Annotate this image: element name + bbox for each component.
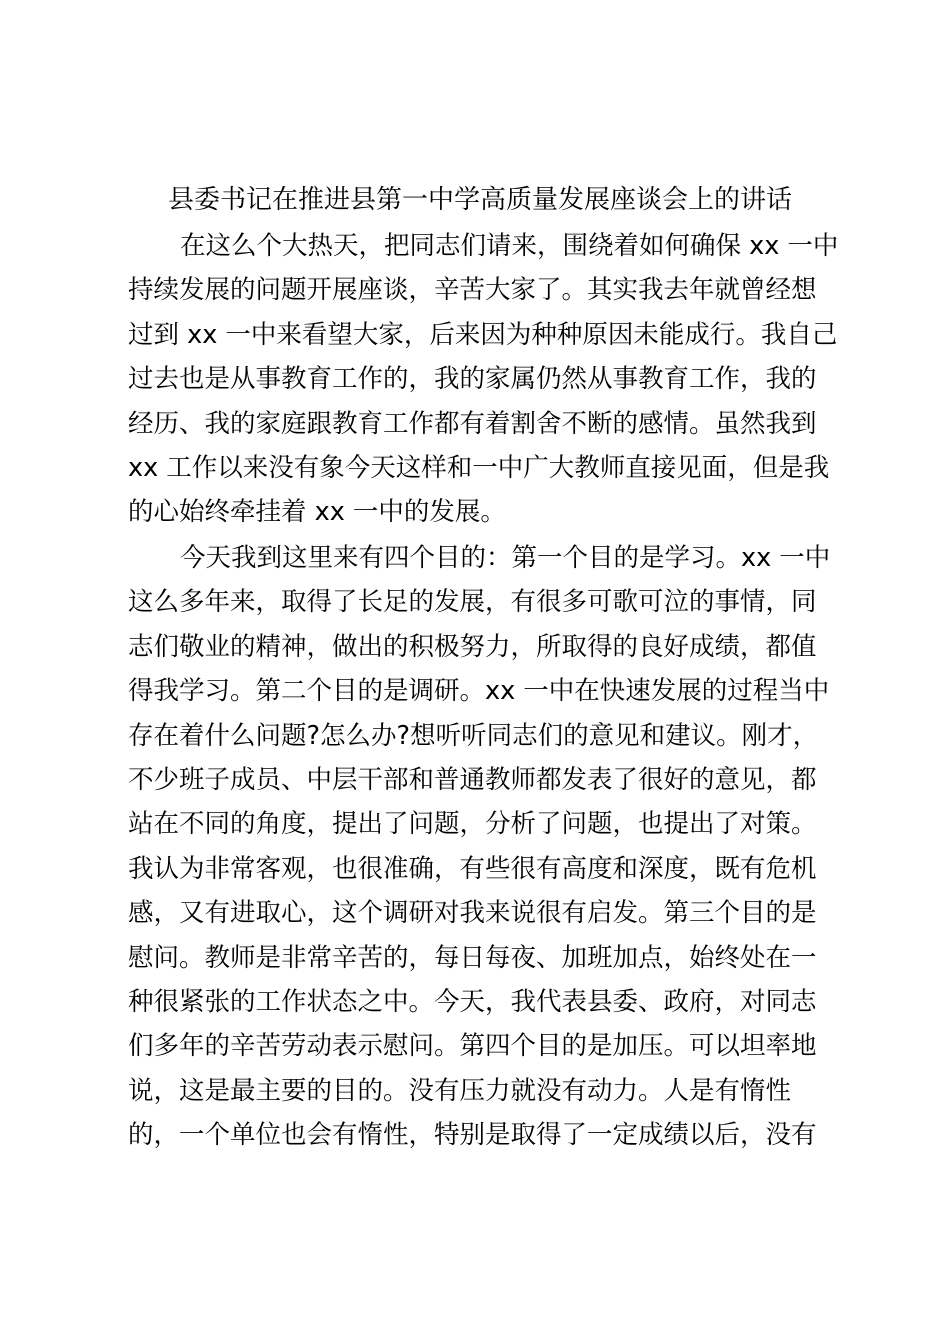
paragraph-line: 慰问。教师是非常辛苦的，每日每夜、加班加点，始终处在一 xyxy=(128,942,817,973)
paragraph-line: 志们敬业的精神，做出的积极努力，所取得的良好成绩，都值 xyxy=(128,631,817,662)
paragraph-line: xx 工作以来没有象今天这样和一中广大教师直接见面，但是我 xyxy=(128,452,830,483)
paragraph-line: 在这么个大热天，把同志们请来，围绕着如何确保 xx 一中 xyxy=(180,231,839,261)
paragraph-line: 今天我到这里来有四个目的：第一个目的是学习。xx 一中 xyxy=(180,543,831,573)
paragraph-line: 种很紧张的工作状态之中。今天，我代表县委、政府，对同志 xyxy=(128,986,817,1017)
paragraph-line: 经历、我的家庭跟教育工作都有着割舍不断的感情。虽然我到 xyxy=(128,408,817,439)
paragraph-line: 们多年的辛苦劳动表示慰问。第四个目的是加压。可以坦率地 xyxy=(128,1031,817,1062)
paragraph-line: 不少班子成员、中层干部和普通教师都发表了很好的意见，都 xyxy=(128,764,817,795)
paragraph-line: 这么多年来，取得了长足的发展，有很多可歌可泣的事情，同 xyxy=(128,587,817,618)
paragraph-line: 我认为非常客观，也很准确，有些很有高度和深度，既有危机 xyxy=(128,853,817,884)
paragraph-line: 感，又有进取心，这个调研对我来说很有启发。第三个目的是 xyxy=(128,898,817,929)
paragraph-line: 站在不同的角度，提出了问题，分析了问题，也提出了对策。 xyxy=(128,809,817,840)
paragraph-line: 得我学习。第二个目的是调研。xx 一中在快速发展的过程当中 xyxy=(128,676,830,707)
paragraph-line: 过去也是从事教育工作的，我的家属仍然从事教育工作，我的 xyxy=(128,364,817,395)
paragraph-line: 说，这是最主要的目的。没有压力就没有动力。人是有惰性 xyxy=(128,1075,792,1106)
paragraph-line: 持续发展的问题开展座谈，辛苦大家了。其实我去年就曾经想 xyxy=(128,275,817,306)
paragraph-line: 过到 xx 一中来看望大家，后来因为种种原因未能成行。我自己 xyxy=(128,319,838,350)
paragraph-line: 的心始终牵挂着 xx 一中的发展。 xyxy=(128,497,506,528)
paragraph-1 xyxy=(128,224,839,535)
paragraph-line: 的，一个单位也会有惰性，特别是取得了一定成绩以后，没有 xyxy=(128,1120,817,1151)
paragraph-line: 存在着什么问题?怎么办?想听听同志们的意见和建议。刚才， xyxy=(128,720,819,751)
paragraph-2 xyxy=(128,536,830,1157)
document-title: 县委书记在推进县第一中学高质量发展座谈会上的讲话 xyxy=(167,185,792,215)
